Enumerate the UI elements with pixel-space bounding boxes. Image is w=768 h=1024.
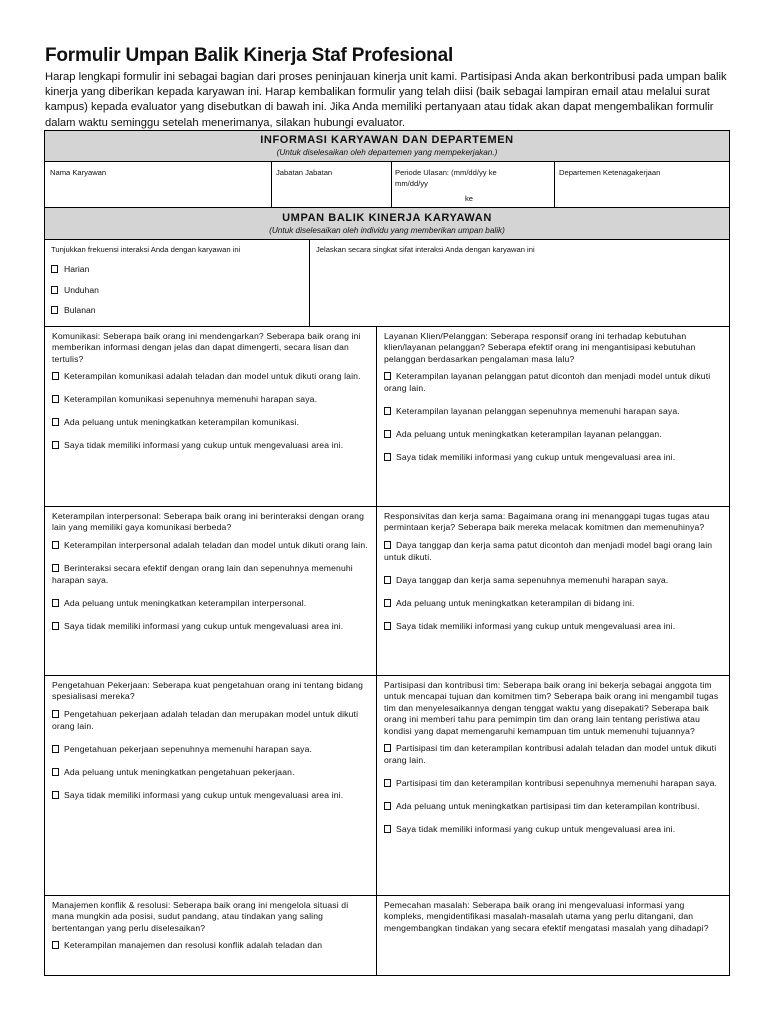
checkbox[interactable] — [52, 710, 59, 718]
employee-name-label: Nama Karyawan — [50, 168, 107, 177]
section-title: UMPAN BALIK KINERJA KARYAWAN — [282, 212, 492, 224]
answer-option[interactable]: Saya tidak memiliki informasi yang cukup untuk mengevaluasi area ini. — [384, 620, 721, 632]
answer-option[interactable]: Saya tidak memiliki informasi yang cukup untuk mengevaluasi area ini. — [52, 439, 369, 451]
checkbox[interactable] — [384, 372, 391, 380]
answer-option[interactable]: Pengetahuan pekerjaan adalah teladan dan merupakan model untuk dikuti orang lain. — [52, 708, 359, 731]
checkbox[interactable] — [384, 825, 391, 833]
department-label: Departemen Ketenagakerjaan — [559, 168, 661, 177]
form-frame — [44, 130, 730, 976]
question-text: Layanan Klien/Pelanggan: Seberapa responsif orang ini terhadap kebutuhan klien/layanan pelanggan? Seberapa efektif orang ini mengantisipasi kebutuhan pelanggan berdasarkan pengalaman masa lalu? — [384, 331, 696, 364]
answer-option[interactable]: Ada peluang untuk meningkatkan keterampilan layanan pelanggan. — [384, 428, 721, 440]
divider — [391, 162, 392, 207]
question-problem-solving — [377, 896, 729, 976]
frequency-option-weekly[interactable]: Unduhan — [51, 280, 306, 301]
checkbox[interactable] — [52, 941, 59, 949]
review-period-separator: ke — [465, 194, 474, 203]
question-text: Manajemen konflik & resolusi: Seberapa baik orang ini mengelola situasi di mana mungkin ada posisi, sudut pandang, atau tindakan yang saling bertentangan yang perlu diselesaikan? — [52, 900, 349, 933]
answer-option[interactable]: Keterampilan manajemen dan resolusi konflik adalah teladan dan — [52, 939, 369, 951]
checkbox[interactable] — [52, 622, 59, 630]
checkbox[interactable] — [52, 768, 59, 776]
question-team-participation — [377, 676, 729, 896]
checkbox[interactable] — [52, 564, 59, 572]
department-field[interactable] — [559, 167, 724, 205]
answer-option[interactable]: Saya tidak memiliki informasi yang cukup untuk mengevaluasi area ini. — [52, 789, 369, 801]
checkbox[interactable] — [384, 622, 391, 630]
question-conflict-management — [45, 896, 377, 976]
job-title-label: Jabatan Jabatan — [276, 168, 333, 177]
answer-option[interactable]: Ada peluang untuk meningkatkan keterampilan komunikasi. — [52, 416, 369, 428]
interaction-description-label: Jelaskan secara singkat sifat interaksi Anda dengan karyawan ini — [316, 245, 535, 254]
checkbox[interactable] — [52, 395, 59, 403]
question-text: Pemecahan masalah: Seberapa baik orang ini mengevaluasi informasi yang kompleks, mengidentifikasi masalah-masalah utama yang perlu ditangani, dan mengembangkan tindakan yang secara efektif mengatasi masalah yang dihadapi? — [384, 900, 709, 933]
interaction-frequency-row — [45, 240, 729, 327]
job-title-field[interactable] — [276, 167, 386, 205]
page-title: Formulir Umpan Balik Kinerja Staf Profesional — [45, 45, 454, 66]
answer-option[interactable]: Pengetahuan pekerjaan sepenuhnya memenuhi harapan saya. — [52, 743, 369, 755]
frequency-block — [51, 244, 306, 321]
frequency-option-daily[interactable]: Harian — [51, 259, 306, 280]
answer-option[interactable]: Berinteraksi secara efektif dengan orang lain dan sepenuhnya memenuhi harapan saya. — [52, 562, 353, 585]
divider — [271, 162, 272, 207]
answer-option[interactable]: Keterampilan layanan pelanggan patut dicontoh dan menjadi model untuk dikuti orang lain. — [384, 371, 711, 394]
question-job-knowledge — [45, 676, 377, 896]
answer-option[interactable]: Partisipasi tim dan keterampilan kontribusi adalah teladan dan model untuk dikuti orang lain. — [384, 743, 717, 766]
checkbox[interactable] — [384, 744, 391, 752]
section-subtitle: (Untuk diselesaikan oleh individu yang memberikan umpan balik) — [269, 226, 505, 235]
interaction-description-field[interactable] — [316, 244, 726, 322]
question-text: Komunikasi: Seberapa baik orang ini mendengarkan? Seberapa baik orang ini memberikan informasi dengan jelas dan dapat dimengerti, secara lisan dan tertulis? — [52, 331, 361, 364]
answer-option[interactable]: Ada peluang untuk meningkatkan partisipasi tim dan keterampilan kontribusi. — [384, 800, 721, 812]
checkbox[interactable] — [384, 802, 391, 810]
question-text: Responsivitas dan kerja sama: Bagaimana orang ini menanggapi tugas tugas atau permintaan kerja? Seberapa baik mereka melacak komitmen dan memenuhinya? — [384, 511, 710, 533]
checkbox[interactable] — [52, 372, 59, 380]
section-title: INFORMASI KARYAWAN DAN DEPARTEMEN — [260, 134, 514, 146]
checkbox[interactable] — [52, 418, 59, 426]
answer-option[interactable]: Saya tidak memiliki informasi yang cukup untuk mengevaluasi area ini. — [52, 620, 369, 632]
divider — [554, 162, 555, 207]
checkbox[interactable] — [51, 265, 58, 273]
checkbox[interactable] — [52, 441, 59, 449]
checkbox[interactable] — [384, 453, 391, 461]
checkbox[interactable] — [51, 286, 58, 294]
checkbox[interactable] — [384, 576, 391, 584]
checkbox[interactable] — [52, 599, 59, 607]
question-text: Pengetahuan Pekerjaan: Seberapa kuat pengetahuan orang ini tentang bidang spesialisasi mereka? — [52, 680, 364, 702]
question-responsiveness — [377, 507, 729, 676]
answer-option[interactable]: Saya tidak memiliki informasi yang cukup untuk mengevaluasi area ini. — [384, 451, 721, 463]
checkbox[interactable] — [384, 779, 391, 787]
answer-option[interactable]: Partisipasi tim dan keterampilan kontribusi sepenuhnya memenuhi harapan saya. — [384, 777, 721, 789]
frequency-label: Tunjukkan frekuensi interaksi Anda dengan karyawan ini — [51, 245, 241, 254]
question-communication — [45, 327, 377, 507]
checkbox[interactable] — [52, 791, 59, 799]
answer-option[interactable]: Keterampilan komunikasi sepenuhnya memenuhi harapan saya. — [52, 393, 369, 405]
checkbox[interactable] — [384, 430, 391, 438]
employee-info-row — [45, 162, 729, 208]
answer-option[interactable]: Keterampilan komunikasi adalah teladan dan model untuk dikuti orang lain. — [52, 370, 369, 382]
review-period-label: Periode Ulasan: (mm/dd/yy ke mm/dd/yy — [395, 168, 497, 188]
checkbox[interactable] — [52, 541, 59, 549]
employee-name-field[interactable] — [50, 167, 266, 205]
checkbox[interactable] — [51, 306, 58, 314]
divider — [309, 240, 310, 326]
section-feedback-header — [45, 208, 729, 240]
intro-paragraph: Harap lengkapi formulir ini sebagai bagian dari proses peninjauan kinerja unit kami. Partisipasi Anda akan berkontribusi pada umpan balik kinerja yang diberikan kepada karyawan ini. Harap kembalikan formulir yang telah diisi (baik sebagai lampiran email atau melalui surat kampus) kepada evaluator yang disebutkan di bawah ini. Jika Anda memiliki pertanyaan atau tidak akan dapat mengembalikan formulir dalam waktu seminggu setelah menerimanya, silakan hubungi evaluator. — [45, 71, 727, 129]
section-employee-info-header — [45, 131, 729, 162]
answer-option[interactable]: Daya tanggap dan kerja sama sepenuhnya memenuhi harapan saya. — [384, 574, 721, 586]
checkbox[interactable] — [52, 745, 59, 753]
answer-option[interactable]: Keterampilan layanan pelanggan sepenuhnya memenuhi harapan saya. — [384, 405, 721, 417]
answer-option[interactable]: Ada peluang untuk meningkatkan pengetahuan pekerjaan. — [52, 766, 369, 778]
answer-option[interactable]: Keterampilan interpersonal adalah teladan dan model untuk dikuti orang lain. — [52, 539, 369, 551]
review-period-field[interactable] — [395, 167, 525, 205]
section-subtitle: (Untuk diselesaikan oleh departemen yang mempekerjakan.) — [276, 148, 498, 157]
frequency-option-monthly[interactable]: Bulanan — [51, 300, 306, 321]
question-customer-service — [377, 327, 729, 507]
checkbox[interactable] — [384, 407, 391, 415]
answer-option[interactable]: Saya tidak memiliki informasi yang cukup untuk mengevaluasi area ini. — [384, 823, 721, 835]
question-text: Keterampilan interpersonal: Seberapa baik orang ini berinteraksi dengan orang lain yang memiliki gaya komunikasi berbeda? — [52, 511, 365, 533]
checkbox[interactable] — [384, 599, 391, 607]
checkbox[interactable] — [384, 541, 391, 549]
answer-option[interactable]: Daya tanggap dan kerja sama patut dicontoh dan menjadi model bagi orang lain untuk dikuti. — [384, 539, 713, 562]
question-interpersonal — [45, 507, 377, 676]
question-text: Partisipasi dan kontribusi tim: Seberapa baik orang ini bekerja sebagai anggota tim untuk mencapai tujuan dan komitmen tim? Seberapa baik orang ini mengambil tugas tim dan menyelesaikannya dengan tenggat waktu yang disepakati? Seberapa baik orang ini memberi tahu para pemimpin tim dan orang lain tentang peristiwa atau kondisi yang dapat memengaruhi kemampuan tim untuk memenuhi tujuannya? — [384, 680, 719, 736]
answer-option[interactable]: Ada peluang untuk meningkatkan keterampilan interpersonal. — [52, 597, 369, 609]
answer-option[interactable]: Ada peluang untuk meningkatkan keterampilan di bidang ini. — [384, 597, 721, 609]
